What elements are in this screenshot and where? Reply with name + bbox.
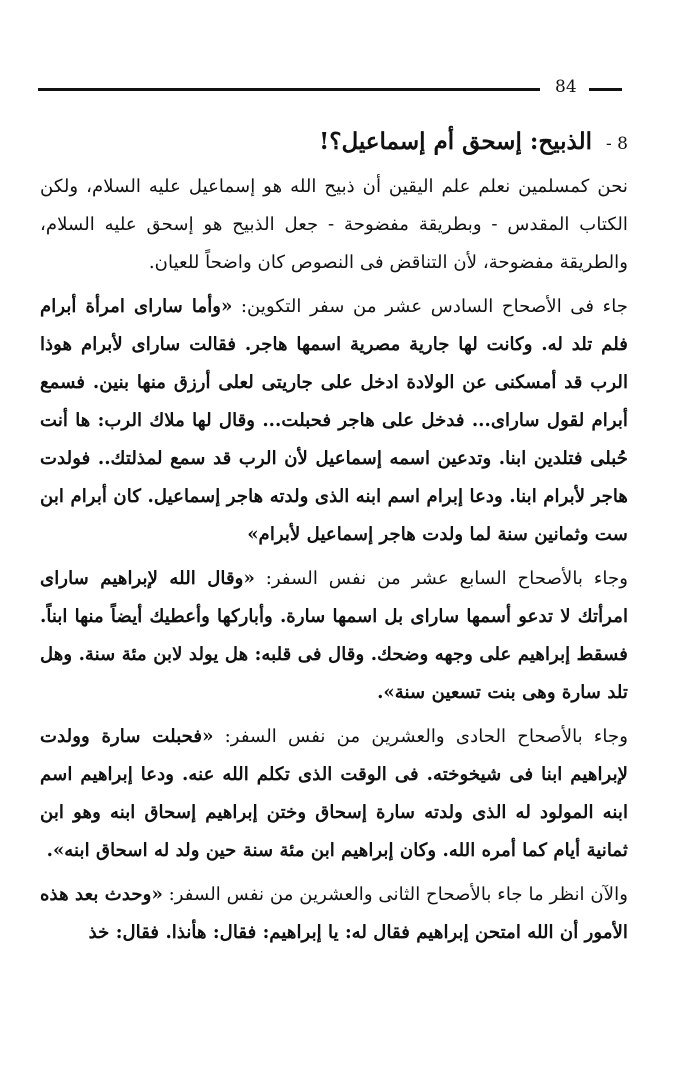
page-number: 84: [555, 77, 577, 97]
header-rule: [38, 88, 540, 91]
paragraph-lead: جاء فى الأصحاح السادس عشر من سفر التكوين:: [240, 296, 628, 317]
scripture-quote: «وأما ساراى امرأة أبرام فلم تلد له. وكانت لها جارية مصرية اسمها هاجر. فقالت ساراى لأبرام هوذا الرب قد أمسكنى عن الولادة ادخل على جاريتى لعلى أرزق منها بنين. فسمع أبرام لقول ساراى... فدخل على هاجر فحبلت... وقال لها ملاك الرب: ها أنت حُبلى فتلدين ابنا. وتدعين اسمه إسماعيل لأن الرب قد سمع لمذلتك.. فولدت هاجر لأبرام ابنا. ودعا إبرام اسم ابنه الذى ولدته هاجر إسماعيل. كان أبرام ابن ست وثمانين سنة لما ولدت هاجر إسماعيل لأبرام»: [40, 296, 628, 545]
page-body: [40, 112, 628, 958]
section-title: الذبيح: إسحق أم إسماعيل؟!: [319, 128, 592, 155]
paragraph-text: نحن كمسلمين نعلم علم اليقين أن ذبيح الله هو إسماعيل عليه السلام، ولكن الكتاب المقدس - وبطريقة مفضوحة - جعل الذبيح هو إسحق عليه السلام، والطريقة مفضوحة، لأن التناقض فى النصوص كان واضحاً للعيان.: [40, 176, 628, 273]
scripture-quote: «وقال الله لإبراهيم ساراى امرأتك لا تدعو أسمها ساراى بل اسمها سارة. وأباركها وأعطيك أيضاً منها ابناً. فسقط إبراهيم على وجهه وضحك. وقال فى قلبه: هل يولد لابن مئة سنة. وهل تلد سارة وهى بنت تسعين سنة».: [40, 568, 628, 703]
paragraph-intro: [40, 168, 628, 282]
section-heading: [40, 124, 628, 162]
paragraph-genesis-21: [40, 718, 628, 870]
paragraph-genesis-22: [40, 876, 628, 952]
paragraph-genesis-16: [40, 288, 628, 554]
scripture-quote: «وحدث بعد هذه الأمور أن الله امتحن إبراهيم فقال له: يا إبراهيم: فقال: هأنذا. فقال: خذ: [40, 884, 628, 943]
section-number: 8 -: [606, 134, 628, 154]
scripture-quote: «فحبلت سارة وولدت لإبراهيم ابنا فى شيخوخته. فى الوقت الذى تكلم الله عنه. ودعا إبراهيم اسم ابنه المولود له الذى ولدته سارة إسحاق وختن إبراهيم إسحاق ابنه وهو ابن ثمانية أيام كما أمره الله. وكان إبراهيم ابن مئة سنة حين ولد له اسحاق ابنه».: [40, 726, 628, 861]
paragraph-genesis-17: [40, 560, 628, 712]
paragraph-lead: والآن انظر ما جاء بالأصحاح الثانى والعشرين من نفس السفر:: [168, 884, 628, 905]
paragraph-lead: وجاء بالأصحاح السابع عشر من نفس السفر:: [265, 568, 628, 589]
paragraph-lead: وجاء بالأصحاح الحادى والعشرين من نفس السفر:: [224, 726, 628, 747]
page-header: [38, 72, 628, 102]
page-number-dash: [589, 88, 622, 91]
